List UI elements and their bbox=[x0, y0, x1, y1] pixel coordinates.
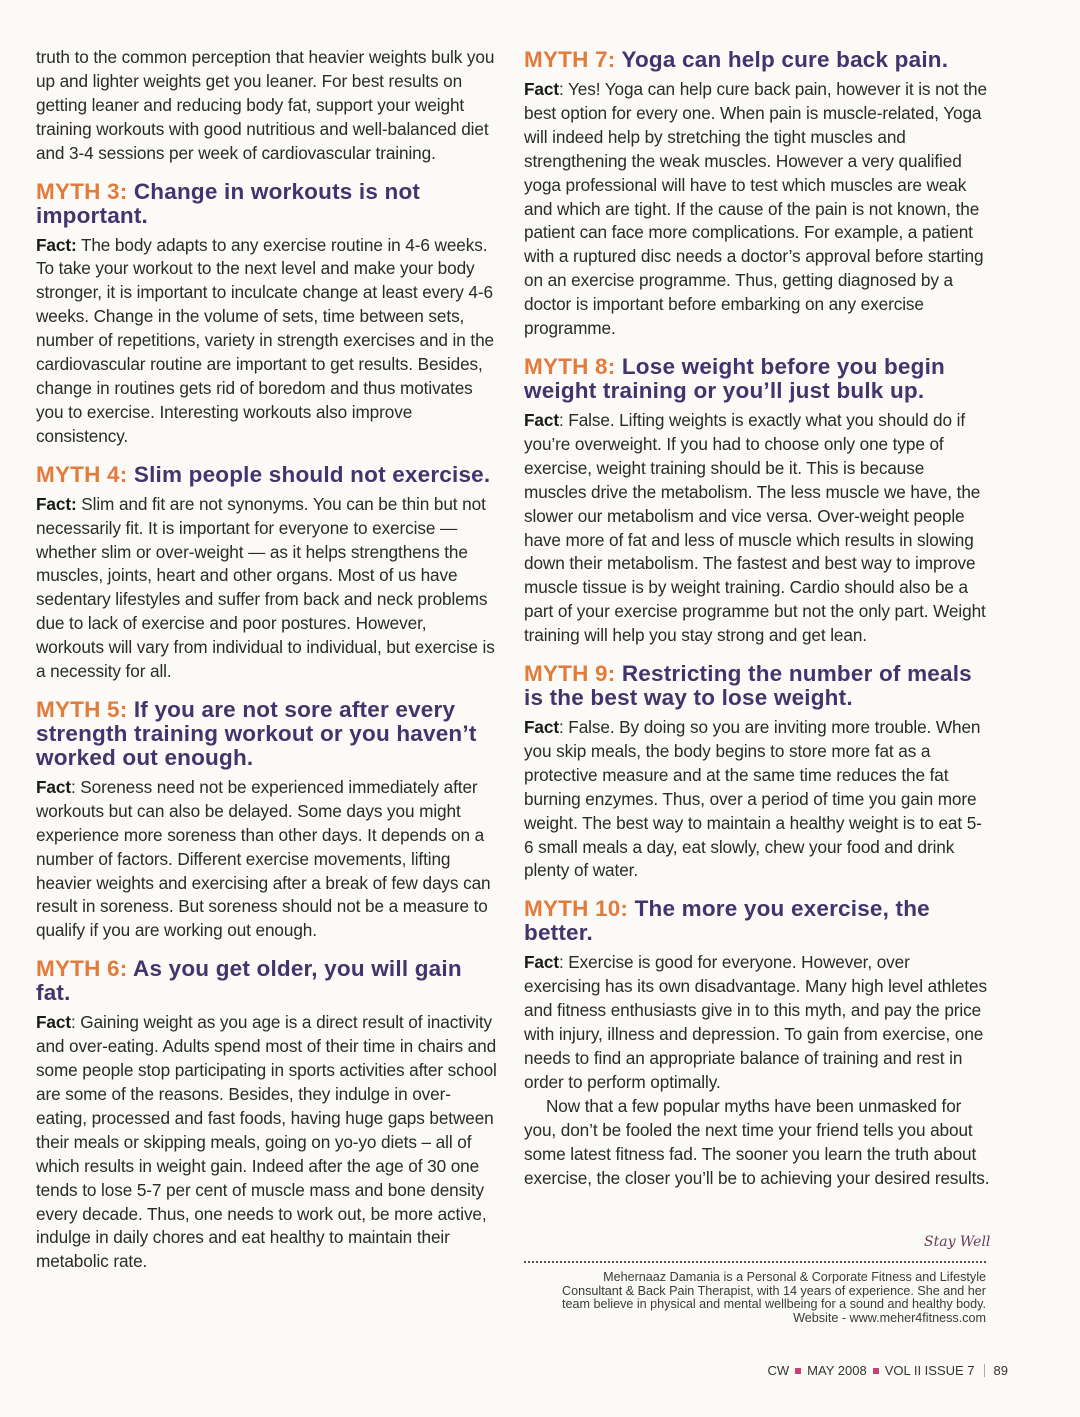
fact-label: Fact bbox=[524, 717, 559, 738]
myth-10 bbox=[524, 897, 990, 945]
myth-number: MYTH 6: bbox=[36, 956, 128, 982]
myth-title: Yoga can help cure back pain. bbox=[621, 47, 949, 72]
left-column bbox=[36, 46, 498, 1274]
myth-7 bbox=[524, 48, 990, 72]
myth-3 bbox=[36, 180, 498, 228]
fact-paragraph bbox=[524, 716, 990, 883]
separator-bar bbox=[984, 1364, 985, 1377]
signoff-signature: Stay Well bbox=[924, 1234, 991, 1250]
right-column bbox=[524, 48, 990, 1190]
myth-number: MYTH 7: bbox=[524, 47, 616, 72]
fact-text: : False. By doing so you are inviting more trouble. When you skip meals, the body begins to store more fat as a protective measure and at the same time reduces the fat burning enzymes. Thus, over a period of time you gain more weight. The best way to maintain a healthy weight is to eat 5-6 small meals a day, eat slowly, chew your food and drink plenty of water. bbox=[524, 717, 982, 881]
myth-heading bbox=[36, 957, 498, 1005]
myth-number: MYTH 4: bbox=[36, 461, 128, 487]
myth-number: MYTH 8: bbox=[524, 353, 616, 379]
myth-title: Slim people should not exercise. bbox=[133, 461, 491, 487]
fact-paragraph bbox=[36, 776, 498, 943]
fact-label: Fact bbox=[524, 952, 559, 973]
fact-text: : Soreness need not be experienced immediately after workouts but can also be delayed. Some days you might experience more soreness than other days. It depends on a number of factors. Different exercise movements, lifting heavier weights and exercising after a break of few days can result in soreness. But soreness should not be a measure to qualify if you are working out enough. bbox=[36, 776, 491, 941]
square-bullet-icon bbox=[873, 1368, 879, 1374]
myth-heading bbox=[524, 662, 990, 710]
myth-5 bbox=[36, 698, 498, 770]
dotted-divider bbox=[524, 1261, 986, 1263]
myth-heading bbox=[36, 463, 498, 487]
fact-paragraph bbox=[36, 234, 498, 449]
fact-paragraph bbox=[36, 493, 498, 684]
myth-number: MYTH 9: bbox=[524, 661, 616, 687]
fact-text: The body adapts to any exercise routine in 4-6 weeks. To take your workout to the next level and make your body stronger, it is important to inculcate change at least every 4-6 weeks. Change in the volume of sets, time between sets, number of repetitions, variety in strength exercises and in the cardiovascular routine are important to get results. Besides, change in routines gets rid of boredom and thus motivates you to exercise. Interesting workouts also improve consistency. bbox=[36, 234, 495, 446]
myth-title: Lose weight before you begin weight training or you’ll just bulk up. bbox=[524, 353, 945, 403]
myth-heading bbox=[524, 48, 990, 72]
conclusion-paragraph: Now that a few popular myths have been unmasked for you, don’t be fooled the next time your friend tells you about some latest fitness fad. The sooner you learn the truth about exercise, the closer you’ll be to achieving your desired results. bbox=[524, 1095, 990, 1188]
intro-paragraph: truth to the common perception that heavier weights bulk you up and lighter weights get you leaner. For best results on getting leaner and reducing body fat, support your weight training workouts with good nutritious and well-balanced diet and 3-4 sessions per week of cardiovascular training. bbox=[36, 47, 495, 163]
myth-number: MYTH 5: bbox=[36, 696, 128, 722]
fact-label: Fact bbox=[36, 1012, 71, 1033]
myth-number: MYTH 10: bbox=[524, 896, 629, 922]
fact-text: : Yes! Yoga can help cure back pain, however it is not the best option for every one. When pain is muscle-related, Yoga will indeed help by stretching the tight muscles and strengthening the weak muscles. However a very qualified yoga professional will have to test which muscles are weak and which are tight. If the cause of the pain is not known, the patient can face more complications. For example, a patient with a ruptured disc needs a doctor’s approval before starting on an exercise programme. Thus, getting diagnosed by a doctor is important before embarking on any exercise programme. bbox=[524, 79, 987, 339]
myth-8 bbox=[524, 355, 990, 403]
fact-text: : False. Lifting weights is exactly what you should do if you’re overweight. If you had to choose only one type of exercise, weight training should be it. This is because muscles drive the metabolism. The less muscle we have, the slower our metabolism and vice versa. Over-weight people have more of fat and less of muscle which results in slowing down their metabolism. The fastest and best way to improve muscle tissue is by weight training. Cardio should also be a part of your exercise programme but not the only part. Weight training will help you stay strong and get lean. bbox=[524, 409, 986, 646]
fact-label: Fact bbox=[36, 776, 71, 797]
myth-number: MYTH 3: bbox=[36, 178, 128, 204]
fact-label: Fact: bbox=[36, 493, 77, 514]
issue-date: MAY 2008 bbox=[807, 1363, 867, 1378]
publication-name: CW bbox=[767, 1363, 790, 1378]
myth-title: As you get older, you will gain fat. bbox=[36, 956, 462, 1006]
myth-heading bbox=[36, 180, 498, 228]
myth-title: Change in workouts is not important. bbox=[36, 178, 421, 228]
author-bio: Mehernaaz Damania is a Personal & Corporate Fitness and Lifestyle Consultant & Back Pain Therapist, with 14 years of experience. She and her team believe in physical and mental wellbeing for a sound and healthy body. Website - www.meher4fitness.com bbox=[561, 1270, 986, 1325]
myth-heading bbox=[524, 897, 990, 945]
fact-text: : Gaining weight as you age is a direct result of inactivity and over-eating. Adults spend most of their time in chairs and some people stop participating in sports activities after school are some of the reasons. Besides, they indulge in over-eating, processed and fast foods, having huge gaps between their meals or skipping meals, going on yo-yo diets – all of which results in weight gain. Indeed after the age of 30 one tends to lose 5-7 per cent of muscle mass and bone density every decade. Thus, one needs to work out, be more active, indulge in daily chores and eat healthy to maintain their metabolic rate. bbox=[36, 1012, 497, 1272]
fact-label: Fact bbox=[524, 409, 559, 430]
issue-volume: VOL II ISSUE 7 bbox=[884, 1363, 975, 1378]
page-number: 89 bbox=[993, 1363, 1008, 1378]
fact-paragraph bbox=[36, 1011, 498, 1274]
myth-title: Restricting the number of meals is the best way to lose weight. bbox=[524, 661, 972, 711]
page-footer bbox=[768, 1363, 1009, 1378]
fact-paragraph bbox=[524, 951, 990, 1094]
fact-paragraph bbox=[524, 409, 990, 648]
myth-title: If you are not sore after every strength training workout or you haven’t worked out enough. bbox=[36, 696, 477, 770]
myth-6 bbox=[36, 957, 498, 1005]
myth-9 bbox=[524, 662, 990, 710]
myth-heading bbox=[36, 698, 498, 770]
fact-text: : Exercise is good for everyone. However, over exercising has its own disadvantage. Many high level athletes and fitness enthusiasts give in to this myth, and pay the price with injury, illness and depression. To gain from exercise, one needs to find an appropriate balance of training and rest in order to perform optimally. bbox=[524, 952, 988, 1092]
fact-text: Slim and fit are not synonyms. You can be thin but not necessarily fit. It is important for everyone to exercise — whether slim or over-weight — as it helps strengthens the muscles, joints, heart and other organs. Most of us have sedentary lifestyles and suffer from back and neck problems due to lack of exercise and poor postures. However, workouts will vary from individual to individual, but exercise is a necessity for all. bbox=[36, 493, 495, 682]
fact-label: Fact bbox=[524, 79, 559, 99]
myth-heading bbox=[524, 355, 990, 403]
square-bullet-icon bbox=[795, 1368, 801, 1374]
fact-label: Fact: bbox=[36, 234, 77, 255]
myth-4 bbox=[36, 463, 498, 487]
fact-paragraph bbox=[524, 78, 990, 341]
myth-title: The more you exercise, the better. bbox=[524, 896, 930, 946]
